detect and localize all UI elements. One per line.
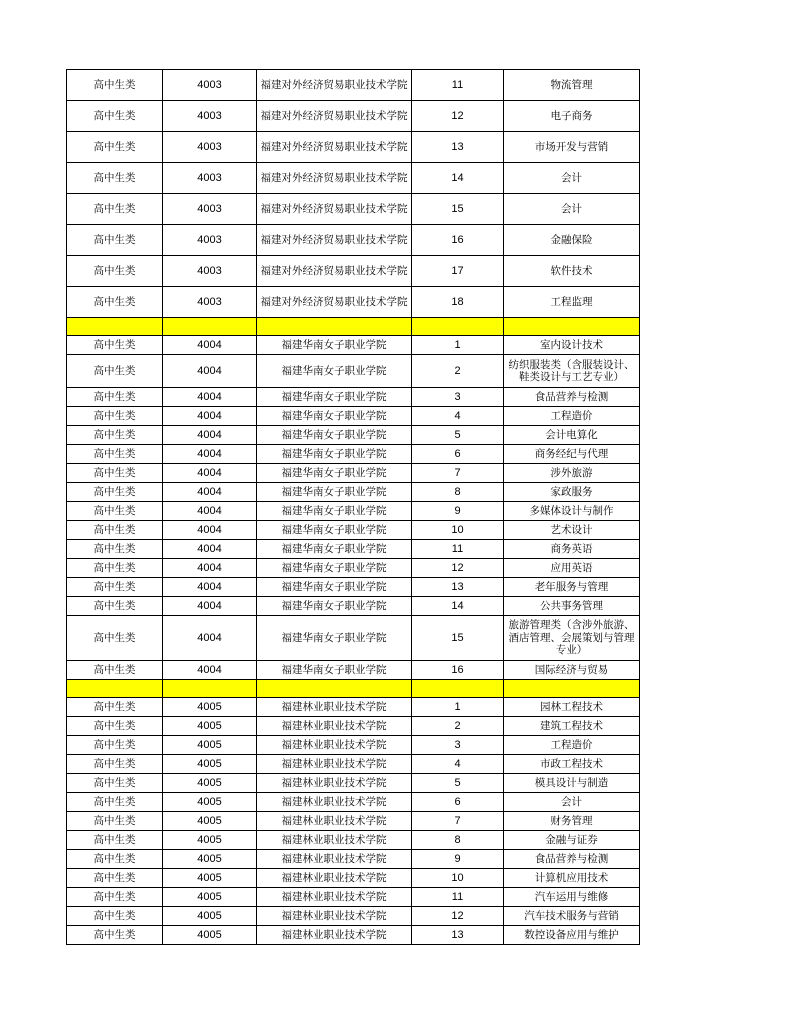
seq-cell: 18 (412, 287, 504, 318)
seq-cell: 2 (412, 355, 504, 388)
code-cell: 4004 (163, 597, 257, 616)
major-cell: 艺术设计 (504, 521, 640, 540)
category-cell: 高中生类 (67, 888, 163, 907)
school-cell: 福建华南女子职业学院 (257, 616, 412, 661)
school-cell: 福建华南女子职业学院 (257, 521, 412, 540)
school-cell: 福建华南女子职业学院 (257, 388, 412, 407)
code-cell: 4003 (163, 225, 257, 256)
admissions-table (66, 69, 640, 945)
category-cell: 高中生类 (67, 194, 163, 225)
seq-cell: 10 (412, 869, 504, 888)
code-cell: 4004 (163, 502, 257, 521)
school-cell: 福建华南女子职业学院 (257, 336, 412, 355)
seq-cell: 15 (412, 616, 504, 661)
major-cell: 汽车运用与维修 (504, 888, 640, 907)
category-cell: 高中生类 (67, 559, 163, 578)
code-cell: 4004 (163, 578, 257, 597)
major-cell: 会计 (504, 194, 640, 225)
school-cell: 福建华南女子职业学院 (257, 661, 412, 680)
code-cell: 4003 (163, 70, 257, 101)
separator-cell (412, 680, 504, 698)
major-cell: 老年服务与管理 (504, 578, 640, 597)
seq-cell: 6 (412, 445, 504, 464)
category-cell: 高中生类 (67, 907, 163, 926)
seq-cell: 5 (412, 774, 504, 793)
code-cell: 4003 (163, 132, 257, 163)
seq-cell: 11 (412, 540, 504, 559)
separator-cell (257, 680, 412, 698)
major-cell: 会计 (504, 793, 640, 812)
code-cell: 4004 (163, 407, 257, 426)
group-separator-row (67, 318, 640, 336)
code-cell: 4004 (163, 445, 257, 464)
major-cell: 食品营养与检测 (504, 388, 640, 407)
seq-cell: 13 (412, 578, 504, 597)
seq-cell: 6 (412, 793, 504, 812)
seq-cell: 17 (412, 256, 504, 287)
table-row (67, 755, 640, 774)
code-cell: 4005 (163, 869, 257, 888)
category-cell: 高中生类 (67, 132, 163, 163)
seq-cell: 11 (412, 888, 504, 907)
group-separator-row (67, 680, 640, 698)
major-cell: 金融保险 (504, 225, 640, 256)
code-cell: 4005 (163, 812, 257, 831)
school-cell: 福建华南女子职业学院 (257, 483, 412, 502)
table-row (67, 287, 640, 318)
seq-cell: 10 (412, 521, 504, 540)
category-cell: 高中生类 (67, 774, 163, 793)
major-cell: 数控设备应用与维护 (504, 926, 640, 945)
major-cell: 工程监理 (504, 287, 640, 318)
table-row (67, 355, 640, 388)
separator-cell (163, 680, 257, 698)
major-cell: 多媒体设计与制作 (504, 502, 640, 521)
table-row (67, 256, 640, 287)
table-row (67, 163, 640, 194)
category-cell: 高中生类 (67, 407, 163, 426)
major-cell: 商务英语 (504, 540, 640, 559)
seq-cell: 13 (412, 132, 504, 163)
school-cell: 福建林业职业技术学院 (257, 793, 412, 812)
separator-cell (67, 318, 163, 336)
school-cell: 福建对外经济贸易职业技术学院 (257, 163, 412, 194)
seq-cell: 11 (412, 70, 504, 101)
code-cell: 4005 (163, 831, 257, 850)
seq-cell: 2 (412, 717, 504, 736)
table-row (67, 812, 640, 831)
major-cell: 计算机应用技术 (504, 869, 640, 888)
category-cell: 高中生类 (67, 661, 163, 680)
code-cell: 4003 (163, 287, 257, 318)
separator-cell (257, 318, 412, 336)
major-cell: 市政工程技术 (504, 755, 640, 774)
table-row (67, 132, 640, 163)
major-cell: 国际经济与贸易 (504, 661, 640, 680)
code-cell: 4005 (163, 907, 257, 926)
table-row (67, 464, 640, 483)
code-cell: 4005 (163, 717, 257, 736)
category-cell: 高中生类 (67, 101, 163, 132)
category-cell: 高中生类 (67, 717, 163, 736)
major-cell: 商务经纪与代理 (504, 445, 640, 464)
school-cell: 福建对外经济贸易职业技术学院 (257, 132, 412, 163)
category-cell: 高中生类 (67, 256, 163, 287)
major-cell: 软件技术 (504, 256, 640, 287)
code-cell: 4005 (163, 774, 257, 793)
code-cell: 4005 (163, 736, 257, 755)
major-cell: 工程造价 (504, 736, 640, 755)
school-cell: 福建华南女子职业学院 (257, 355, 412, 388)
seq-cell: 8 (412, 831, 504, 850)
school-cell: 福建华南女子职业学院 (257, 464, 412, 483)
seq-cell: 14 (412, 597, 504, 616)
school-cell: 福建对外经济贸易职业技术学院 (257, 256, 412, 287)
code-cell: 4005 (163, 926, 257, 945)
seq-cell: 1 (412, 336, 504, 355)
major-cell: 电子商务 (504, 101, 640, 132)
seq-cell: 7 (412, 812, 504, 831)
category-cell: 高中生类 (67, 336, 163, 355)
table-row (67, 888, 640, 907)
category-cell: 高中生类 (67, 225, 163, 256)
seq-cell: 4 (412, 407, 504, 426)
table-row (67, 869, 640, 888)
category-cell: 高中生类 (67, 831, 163, 850)
major-cell: 应用英语 (504, 559, 640, 578)
seq-cell: 14 (412, 163, 504, 194)
table-row (67, 540, 640, 559)
table-row (67, 101, 640, 132)
code-cell: 4003 (163, 101, 257, 132)
category-cell: 高中生类 (67, 483, 163, 502)
seq-cell: 16 (412, 225, 504, 256)
category-cell: 高中生类 (67, 755, 163, 774)
seq-cell: 13 (412, 926, 504, 945)
table-row (67, 736, 640, 755)
category-cell: 高中生类 (67, 464, 163, 483)
school-cell: 福建华南女子职业学院 (257, 540, 412, 559)
major-cell: 建筑工程技术 (504, 717, 640, 736)
school-cell: 福建林业职业技术学院 (257, 812, 412, 831)
table-row (67, 616, 640, 661)
school-cell: 福建华南女子职业学院 (257, 445, 412, 464)
category-cell: 高中生类 (67, 597, 163, 616)
code-cell: 4004 (163, 483, 257, 502)
code-cell: 4004 (163, 464, 257, 483)
school-cell: 福建华南女子职业学院 (257, 407, 412, 426)
code-cell: 4004 (163, 355, 257, 388)
major-cell: 市场开发与营销 (504, 132, 640, 163)
code-cell: 4004 (163, 336, 257, 355)
school-cell: 福建华南女子职业学院 (257, 426, 412, 445)
seq-cell: 5 (412, 426, 504, 445)
school-cell: 福建林业职业技术学院 (257, 831, 412, 850)
major-cell: 家政服务 (504, 483, 640, 502)
school-cell: 福建华南女子职业学院 (257, 597, 412, 616)
table-row (67, 793, 640, 812)
table-row (67, 407, 640, 426)
table-row (67, 225, 640, 256)
seq-cell: 3 (412, 388, 504, 407)
school-cell: 福建林业职业技术学院 (257, 926, 412, 945)
seq-cell: 12 (412, 559, 504, 578)
code-cell: 4004 (163, 426, 257, 445)
major-cell: 食品营养与检测 (504, 850, 640, 869)
table-row (67, 717, 640, 736)
code-cell: 4003 (163, 256, 257, 287)
seq-cell: 9 (412, 502, 504, 521)
seq-cell: 16 (412, 661, 504, 680)
table-row (67, 597, 640, 616)
table-row (67, 502, 640, 521)
category-cell: 高中生类 (67, 926, 163, 945)
category-cell: 高中生类 (67, 793, 163, 812)
seq-cell: 12 (412, 101, 504, 132)
major-cell: 园林工程技术 (504, 698, 640, 717)
category-cell: 高中生类 (67, 698, 163, 717)
major-cell: 财务管理 (504, 812, 640, 831)
table-row (67, 774, 640, 793)
table-row (67, 483, 640, 502)
school-cell: 福建华南女子职业学院 (257, 578, 412, 597)
table-row (67, 388, 640, 407)
school-cell: 福建林业职业技术学院 (257, 888, 412, 907)
code-cell: 4004 (163, 661, 257, 680)
table-row (67, 521, 640, 540)
major-cell: 纺织服装类（含服装设计、鞋类设计与工艺专业） (504, 355, 640, 388)
table-row (67, 194, 640, 225)
table-row (67, 698, 640, 717)
major-cell: 室内设计技术 (504, 336, 640, 355)
table-row (67, 661, 640, 680)
category-cell: 高中生类 (67, 502, 163, 521)
school-cell: 福建林业职业技术学院 (257, 755, 412, 774)
school-cell: 福建华南女子职业学院 (257, 502, 412, 521)
table-row (67, 445, 640, 464)
school-cell: 福建林业职业技术学院 (257, 698, 412, 717)
category-cell: 高中生类 (67, 812, 163, 831)
seq-cell: 1 (412, 698, 504, 717)
major-cell: 汽车技术服务与营销 (504, 907, 640, 926)
seq-cell: 12 (412, 907, 504, 926)
seq-cell: 9 (412, 850, 504, 869)
major-cell: 会计 (504, 163, 640, 194)
code-cell: 4004 (163, 559, 257, 578)
major-cell: 金融与证券 (504, 831, 640, 850)
seq-cell: 4 (412, 755, 504, 774)
category-cell: 高中生类 (67, 445, 163, 464)
major-cell: 工程造价 (504, 407, 640, 426)
separator-cell (504, 680, 640, 698)
school-cell: 福建华南女子职业学院 (257, 559, 412, 578)
code-cell: 4004 (163, 388, 257, 407)
table-row (67, 578, 640, 597)
school-cell: 福建对外经济贸易职业技术学院 (257, 287, 412, 318)
school-cell: 福建对外经济贸易职业技术学院 (257, 70, 412, 101)
separator-cell (412, 318, 504, 336)
category-cell: 高中生类 (67, 426, 163, 445)
seq-cell: 8 (412, 483, 504, 502)
code-cell: 4004 (163, 616, 257, 661)
code-cell: 4005 (163, 793, 257, 812)
code-cell: 4004 (163, 521, 257, 540)
table-row (67, 850, 640, 869)
school-cell: 福建对外经济贸易职业技术学院 (257, 101, 412, 132)
school-cell: 福建林业职业技术学院 (257, 869, 412, 888)
school-cell: 福建林业职业技术学院 (257, 736, 412, 755)
seq-cell: 15 (412, 194, 504, 225)
major-cell: 会计电算化 (504, 426, 640, 445)
table-row (67, 831, 640, 850)
category-cell: 高中生类 (67, 163, 163, 194)
major-cell: 模具设计与制造 (504, 774, 640, 793)
table-row (67, 926, 640, 945)
code-cell: 4005 (163, 888, 257, 907)
code-cell: 4003 (163, 163, 257, 194)
table-row (67, 907, 640, 926)
separator-cell (504, 318, 640, 336)
category-cell: 高中生类 (67, 616, 163, 661)
seq-cell: 7 (412, 464, 504, 483)
table-row (67, 336, 640, 355)
school-cell: 福建对外经济贸易职业技术学院 (257, 225, 412, 256)
table-row (67, 70, 640, 101)
school-cell: 福建林业职业技术学院 (257, 774, 412, 793)
category-cell: 高中生类 (67, 869, 163, 888)
table-row (67, 559, 640, 578)
seq-cell: 3 (412, 736, 504, 755)
category-cell: 高中生类 (67, 355, 163, 388)
code-cell: 4004 (163, 540, 257, 559)
major-cell: 物流管理 (504, 70, 640, 101)
category-cell: 高中生类 (67, 540, 163, 559)
code-cell: 4005 (163, 755, 257, 774)
table-row (67, 426, 640, 445)
school-cell: 福建林业职业技术学院 (257, 850, 412, 869)
school-cell: 福建对外经济贸易职业技术学院 (257, 194, 412, 225)
separator-cell (67, 680, 163, 698)
category-cell: 高中生类 (67, 388, 163, 407)
school-cell: 福建林业职业技术学院 (257, 717, 412, 736)
category-cell: 高中生类 (67, 736, 163, 755)
category-cell: 高中生类 (67, 70, 163, 101)
category-cell: 高中生类 (67, 287, 163, 318)
category-cell: 高中生类 (67, 578, 163, 597)
separator-cell (163, 318, 257, 336)
code-cell: 4005 (163, 698, 257, 717)
category-cell: 高中生类 (67, 521, 163, 540)
major-cell: 公共事务管理 (504, 597, 640, 616)
code-cell: 4005 (163, 850, 257, 869)
category-cell: 高中生类 (67, 850, 163, 869)
major-cell: 旅游管理类（含涉外旅游、酒店管理、会展策划与管理专业） (504, 616, 640, 661)
major-cell: 涉外旅游 (504, 464, 640, 483)
code-cell: 4003 (163, 194, 257, 225)
school-cell: 福建林业职业技术学院 (257, 907, 412, 926)
